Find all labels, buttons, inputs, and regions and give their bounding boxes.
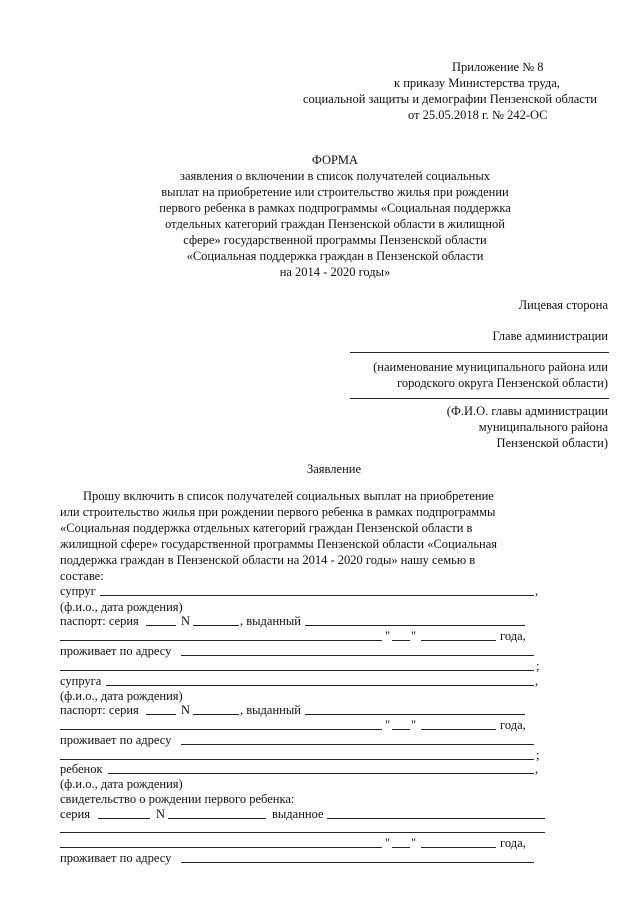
- spouse-female-passport-series-field[interactable]: [146, 714, 176, 715]
- address-label: проживает по адресу: [60, 644, 172, 658]
- addressee-hint: (наименование муниципального района или: [373, 360, 608, 374]
- passport-label: паспорт: серия: [60, 703, 139, 717]
- punctuation: ,: [535, 674, 539, 688]
- number-label: N: [156, 807, 166, 821]
- addressee-hint: городского округа Пензенской области): [397, 376, 608, 390]
- spouse-male-passport-number-field[interactable]: [193, 625, 239, 626]
- body-line: жилищной сфере» государственной программы Пензенской области «Социальная: [60, 537, 498, 551]
- spouse-male-issue-month-field[interactable]: [421, 640, 496, 641]
- quote: ": [385, 836, 391, 850]
- quote: ": [411, 836, 417, 850]
- spouse-male-label: супруг: [60, 584, 96, 598]
- child-certificate-series-field[interactable]: [98, 818, 150, 819]
- form-title-line: сфере» государственной программы Пензенской области: [183, 233, 487, 247]
- spouse-female-address-field[interactable]: [181, 744, 534, 745]
- body-line: Прошу включить в список получателей социальных выплат на приобретение: [83, 489, 494, 503]
- spouse-male-address-field[interactable]: [181, 655, 534, 656]
- fio-hint: (ф.и.о., дата рождения): [60, 689, 183, 703]
- form-title-line: заявления о включении в список получателей социальных: [180, 169, 490, 183]
- child-certificate-number-field[interactable]: [168, 818, 266, 819]
- body-line: или строительство жилья при рождении первого ребенка в рамках подпрограммы: [60, 505, 496, 519]
- form-heading: ФОРМА: [311, 153, 359, 167]
- spouse-male-passport-series-field[interactable]: [146, 625, 176, 626]
- spouse-female-fio-field[interactable]: [106, 685, 534, 686]
- body-line: поддержка граждан в Пензенской области на 2014 - 2020 годы» нашу семью в: [60, 553, 476, 567]
- issued-label: выданное: [272, 807, 324, 821]
- addressee-hint: (Ф.И.О. главы администрации: [446, 404, 608, 418]
- series-label: серия: [60, 807, 90, 821]
- spouse-female-issuer-field-2[interactable]: [60, 729, 382, 730]
- spouse-female-passport-number-field[interactable]: [193, 714, 239, 715]
- number-label: N: [181, 703, 191, 717]
- address-label: проживает по адресу: [60, 733, 172, 747]
- quote: ": [411, 718, 417, 732]
- child-issue-month-field[interactable]: [421, 847, 496, 848]
- spouse-male-issuer-field-2[interactable]: [60, 640, 382, 641]
- appendix-order-ref: к приказу Министерства труда,: [394, 76, 560, 90]
- spouse-female-label: супруга: [60, 674, 102, 688]
- addressee-hint: муниципального района: [478, 420, 608, 434]
- address-label: проживает по адресу: [60, 851, 172, 865]
- addressee-municipality-line[interactable]: [350, 352, 609, 353]
- fio-hint: (ф.и.о., дата рождения): [60, 600, 183, 614]
- addressee-to: Главе администрации: [492, 329, 608, 343]
- child-issuer-field-2[interactable]: [60, 832, 545, 833]
- issued-label: , выданный: [240, 614, 301, 628]
- punctuation: ,: [535, 762, 539, 776]
- year-label: года,: [500, 718, 526, 732]
- child-fio-field[interactable]: [108, 773, 534, 774]
- spouse-female-issue-month-field[interactable]: [421, 729, 496, 730]
- form-title-line: отдельных категорий граждан Пензенской области в жилищной: [165, 217, 505, 231]
- body-line: составе:: [60, 569, 104, 583]
- statement-title: Заявление: [307, 462, 362, 476]
- spouse-female-issue-day-field[interactable]: [392, 729, 410, 730]
- fio-hint: (ф.и.о., дата рождения): [60, 777, 183, 791]
- addressee-head-name-line[interactable]: [350, 398, 609, 399]
- number-label: N: [181, 614, 191, 628]
- form-title-line: первого ребенка в рамках подпрограммы «Социальная поддержка: [159, 201, 511, 215]
- child-address-field[interactable]: [181, 862, 534, 863]
- form-title-line: «Социальная поддержка граждан в Пензенской области: [186, 249, 484, 263]
- appendix-ministry: социальной защиты и демографии Пензенской области: [303, 92, 598, 106]
- certificate-label: свидетельство о рождении первого ребенка:: [60, 792, 295, 806]
- spouse-male-issuer-field[interactable]: [305, 625, 525, 626]
- child-issuer-field[interactable]: [327, 818, 545, 819]
- year-label: года,: [500, 629, 526, 643]
- punctuation: ,: [535, 584, 539, 598]
- quote: ": [385, 718, 391, 732]
- spouse-female-address-field-2[interactable]: [60, 759, 534, 760]
- spouse-female-issuer-field[interactable]: [305, 714, 525, 715]
- child-issuer-field-3[interactable]: [60, 847, 382, 848]
- spouse-male-address-field-2[interactable]: [60, 670, 534, 671]
- spouse-male-fio-field[interactable]: [100, 595, 534, 596]
- form-title-line: на 2014 - 2020 годы»: [279, 265, 391, 279]
- punctuation: ;: [536, 659, 540, 673]
- side-label: Лицевая сторона: [518, 298, 608, 312]
- passport-label: паспорт: серия: [60, 614, 139, 628]
- child-label: ребенок: [60, 762, 103, 776]
- appendix-date: от 25.05.2018 г. № 242-ОС: [408, 108, 548, 122]
- appendix-number: Приложение № 8: [452, 60, 544, 74]
- form-title-line: выплат на приобретение или строительство жилья при рождении: [161, 185, 509, 199]
- child-issue-day-field[interactable]: [392, 847, 410, 848]
- punctuation: ;: [536, 748, 540, 762]
- spouse-male-issue-day-field[interactable]: [392, 640, 410, 641]
- body-line: «Социальная поддержка отдельных категорий граждан Пензенской области в: [60, 521, 473, 535]
- addressee-hint: Пензенской области): [496, 436, 608, 450]
- issued-label: , выданный: [240, 703, 301, 717]
- year-label: года,: [500, 836, 526, 850]
- quote: ": [385, 629, 391, 643]
- quote: ": [411, 629, 417, 643]
